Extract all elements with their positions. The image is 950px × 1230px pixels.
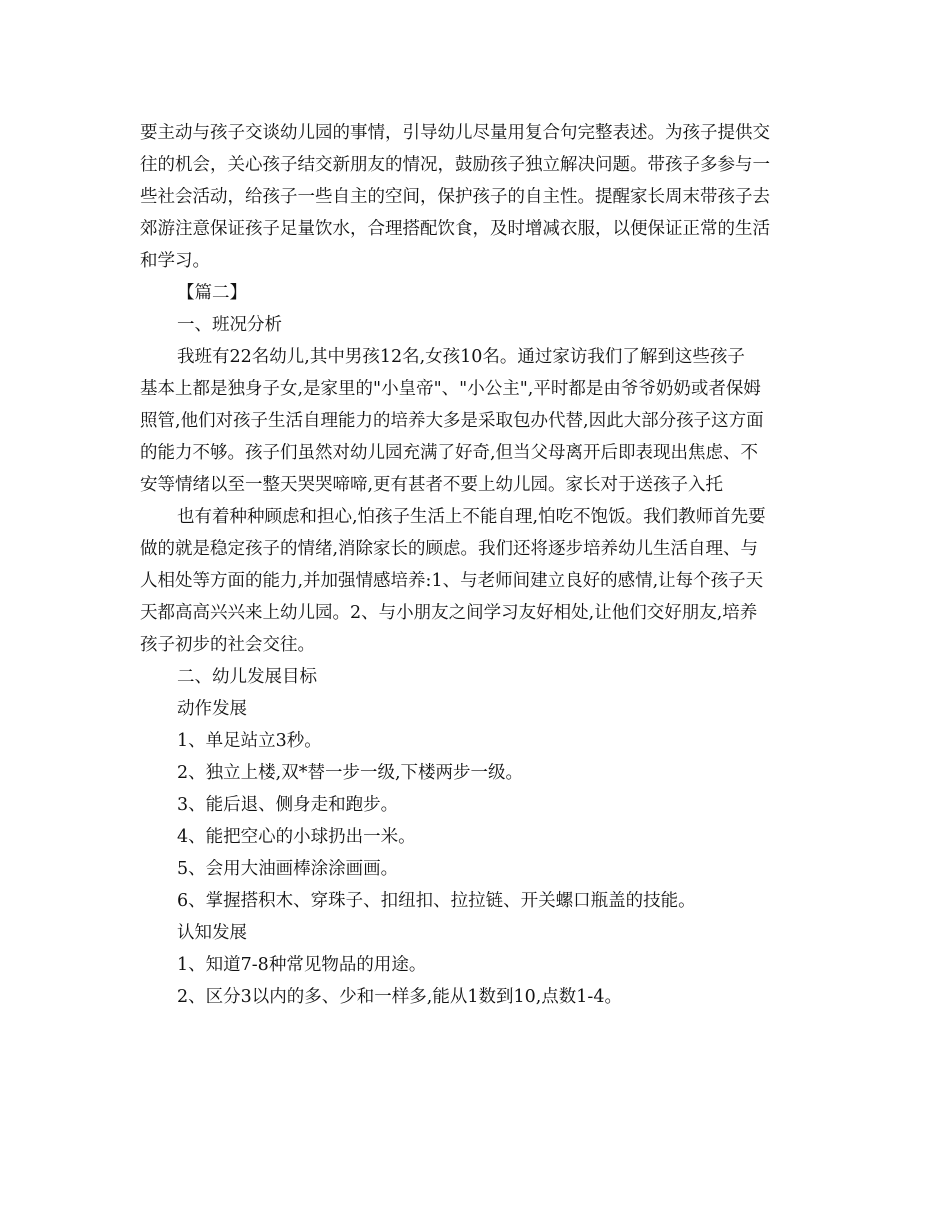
- text-line: 郊游注意保证孩子足量饮水，合理搭配饮食，及时增减衣服，以便保证正常的生活: [140, 219, 770, 239]
- list-item: 2、区分3以内的多、少和一样多,能从1数到10,点数1-4。: [177, 987, 622, 1007]
- paragraph-teacher-plan: [140, 501, 815, 661]
- document-body: [140, 117, 815, 1013]
- list-item: 1、知道7-8种常见物品的用途。: [177, 955, 427, 975]
- section-marker: 【篇二】: [177, 283, 247, 303]
- text-line: 照管,他们对孩子生活自理能力的培养大多是采取包办代替,因此大部分孩子这方面: [140, 411, 764, 431]
- text-line: 基本上都是独身子女,是家里的"小皇帝"、"小公主",平时都是由爷爷奶奶或者保姆: [140, 379, 761, 399]
- subheading-cognitive-development: 认知发展: [177, 923, 247, 943]
- list-item: 3、能后退、侧身走和跑步。: [177, 795, 399, 815]
- list-item: 5、会用大油画棒涂涂画画。: [177, 859, 399, 879]
- text-line: 天都高高兴兴来上幼儿园。2、与小朋友之间学习友好相处,让他们交好朋友,培养: [140, 603, 758, 623]
- text-line: 要主动与孩子交谈幼儿园的事情，引导幼儿尽量用复合句完整表述。为孩子提供交: [140, 123, 770, 143]
- subheading-motor-development: 动作发展: [177, 699, 247, 719]
- text-line: 和学习。: [140, 251, 210, 271]
- text-line: 的能力不够。孩子们虽然对幼儿园充满了好奇,但当父母离开后即表现出焦虑、不: [140, 443, 759, 463]
- heading-development-goals: 二、幼儿发展目标: [177, 667, 317, 687]
- text-line: 孩子初步的社会交往。: [140, 635, 315, 655]
- text-line: 也有着种种顾虑和担心,怕孩子生活上不能自理,怕吃不饱饭。我们教师首先要: [177, 507, 766, 527]
- paragraph-parent-guidance: [140, 117, 815, 277]
- text-line: 我班有22名幼儿,其中男孩12名,女孩10名。通过家访我们了解到这些孩子: [177, 347, 745, 367]
- list-item: 6、掌握搭积木、穿珠子、扣纽扣、拉拉链、开关螺口瓶盖的技能。: [177, 891, 696, 911]
- text-line: 安等情绪以至一整天哭哭啼啼,更有甚者不要上幼儿园。家长对于送孩子入托: [140, 475, 724, 495]
- paragraph-class-analysis: [140, 341, 815, 501]
- list-item: 4、能把空心的小球扔出一米。: [177, 827, 416, 847]
- list-item: 2、独立上楼,双*替一步一级,下楼两步一级。: [177, 763, 524, 783]
- text-line: 做的就是稳定孩子的情绪,消除家长的顾虑。我们还将逐步培养幼儿生活自理、与: [140, 539, 759, 559]
- list-motor-goals: [140, 725, 815, 917]
- text-line: 些社会活动，给孩子一些自主的空间，保护孩子的自主性。提醒家长周末带孩子去: [140, 187, 770, 207]
- list-cognitive-goals: [140, 949, 815, 1013]
- list-item: 1、单足站立3秒。: [177, 731, 322, 751]
- text-line: 人相处等方面的能力,并加强情感培养:1、与老师间建立良好的感情,让每个孩子天: [140, 571, 764, 591]
- text-line: 往的机会，关心孩子结交新朋友的情况，鼓励孩子独立解决问题。带孩子多参与一: [140, 155, 770, 175]
- heading-class-analysis: 一、班况分析: [177, 315, 282, 335]
